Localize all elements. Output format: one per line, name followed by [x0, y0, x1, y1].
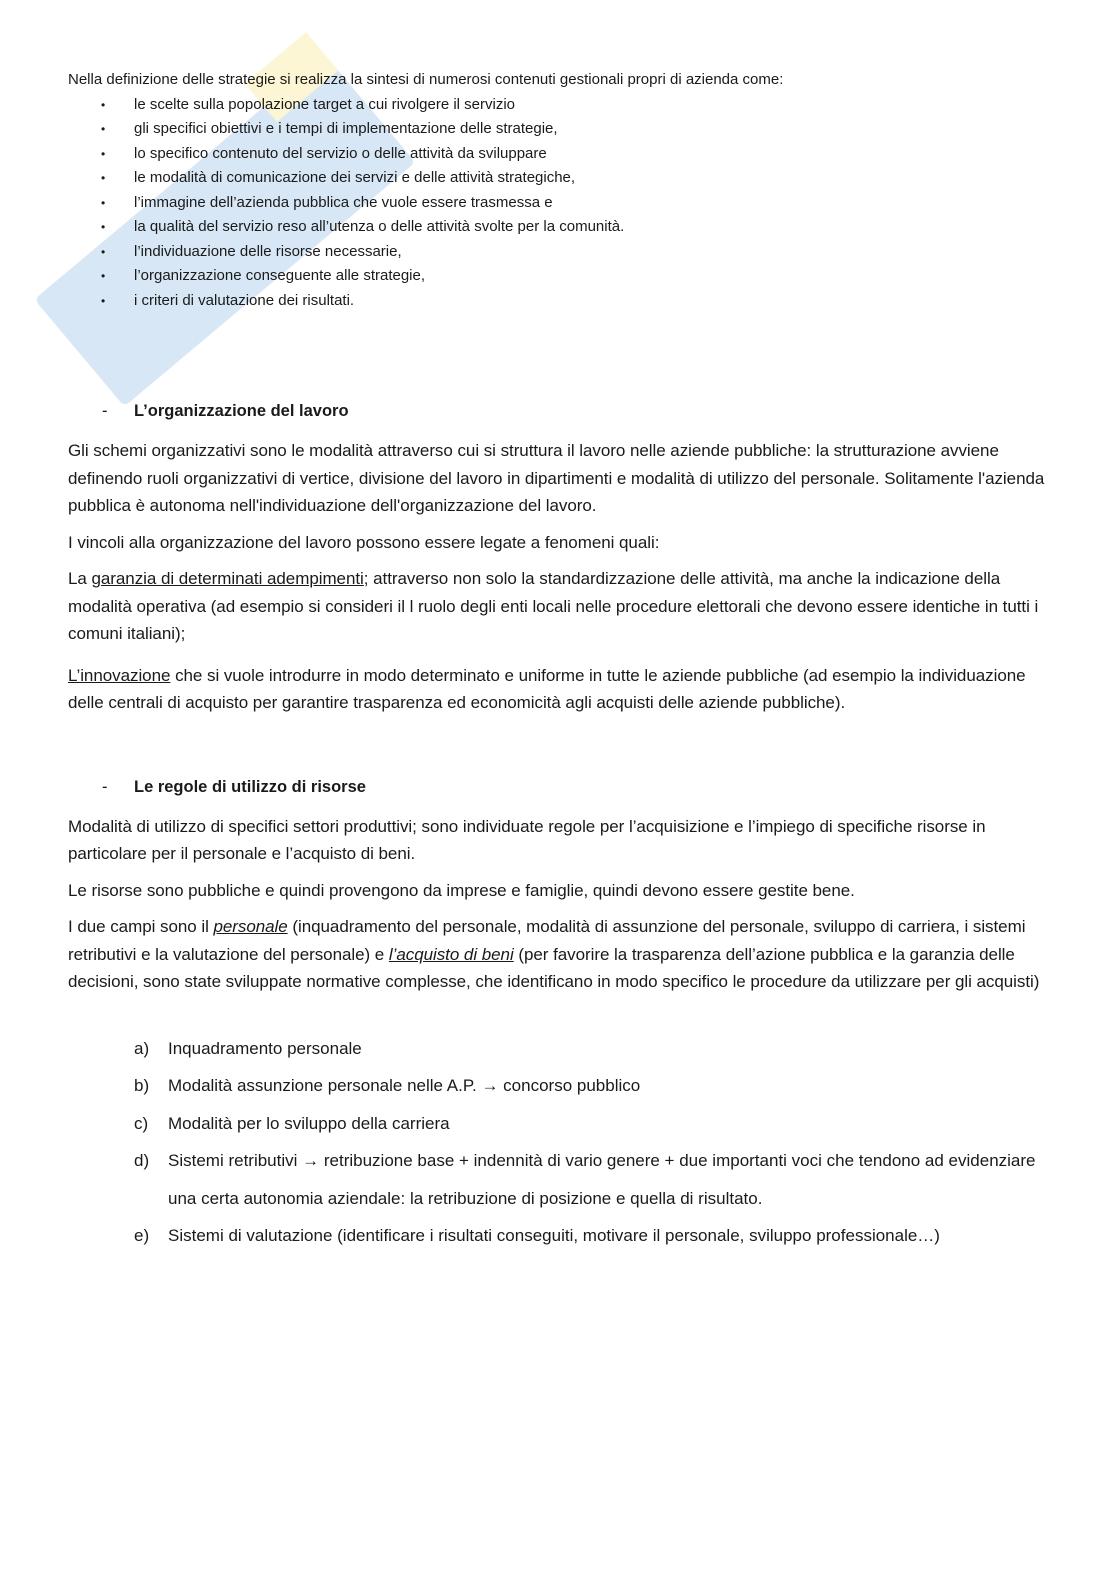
bullet-icon: • — [101, 122, 106, 136]
list-item: • l’organizzazione conseguente alle strategie, — [68, 264, 1048, 289]
hr-topics-list — [68, 1030, 1048, 1255]
list-item: • gli specifici obiettivi e i tempi di implementazione delle strategie, — [68, 117, 1048, 142]
section-heading-regole-risorse: - Le regole di utilizzo di risorse — [68, 775, 1048, 799]
underlined-term: L’innovazione — [68, 665, 171, 685]
list-item: d) Sistemi retributivi → retribuzione base + indennità di vario genere + due importanti voci che tendono ad evidenziare una certa autonomia aziendale: la retribuzione di posizione e quella di risultato. — [134, 1151, 1036, 1208]
list-item: • le scelte sulla popolazione target a cui rivolgere il servizio — [68, 93, 1048, 118]
paragraph: I vincoli alla organizzazione del lavoro possono essere legate a fenomeni quali: — [68, 532, 660, 552]
bullet-icon: • — [101, 293, 106, 308]
intro-text: Nella definizione delle strategie si realizza la sintesi di numerosi contenuti gestionali propri di azienda come: — [68, 71, 784, 88]
list-item: • lo specifico contenuto del servizio o delle attività da sviluppare — [68, 142, 1048, 167]
list-item: • l’individuazione delle risorse necessarie, — [68, 240, 1048, 265]
paragraph: L’innovazione che si vuole introdurre in modo determinato e uniforme in tutte le aziende pubbliche (ad esempio la individuazione delle centrali di acquisto per garantire trasparenza ed economicità agli acquisti delle aziende pubbliche). — [68, 665, 1026, 712]
paragraph: Le risorse sono pubbliche e quindi provengono da imprese e famiglie, quindi devono essere gestite bene. — [68, 880, 855, 900]
bullet-icon: • — [101, 244, 106, 259]
paragraph: I due campi sono il personale (inquadramento del personale, modalità di assunzione del personale, sviluppo di carriera, i sistemi retributivi e la valutazione del personale) e l’acquisto di beni (per favorire la trasparenza dell’azione pubblica e la garanzia delle decisioni, sono state sviluppate normative complesse, che identificano in modo specifico le procedure da utilizzare per gli acquisti) — [68, 917, 1040, 991]
list-item: • la qualità del servizio reso all’utenza o delle attività svolte per la comunità. — [68, 215, 1048, 240]
bullet-icon: • — [101, 146, 106, 161]
bullet-icon: • — [101, 220, 106, 234]
section-heading-organizzazione: - L’organizzazione del lavoro — [68, 399, 1048, 423]
underlined-term: l’acquisto di beni — [388, 944, 514, 964]
list-item: e) Sistemi di valutazione (identificare i risultati conseguiti, motivare il personale, sviluppo professionale…) — [134, 1226, 940, 1245]
underlined-term: garanzia di determinati adempimenti — [91, 569, 364, 588]
list-item: • i criteri di valutazione dei risultati. — [68, 289, 1048, 314]
document-content — [68, 68, 1048, 1255]
dash-marker: - — [102, 777, 108, 796]
list-item: b) Modalità assunzione personale nelle A.P. → concorso pubblico — [134, 1076, 641, 1095]
strategy-bullet-list — [68, 93, 1048, 314]
list-item: • l’immagine dell’azienda pubblica che vuole essere trasmessa e — [68, 191, 1048, 216]
bullet-icon: • — [101, 195, 106, 210]
dash-marker: - — [102, 402, 108, 420]
paragraph: Modalità di utilizzo di specifici settori produttivi; sono individuate regole per l’acquisizione e l’impiego di specifiche risorse in particolare per il personale e l’acquisto di beni. — [68, 816, 986, 863]
list-item: c) Modalità per lo sviluppo della carriera — [134, 1113, 450, 1133]
paragraph: La garanzia di determinati adempimenti; attraverso non solo la standardizzazione delle attività, ma anche la indicazione della modalità operativa (ad esempio si consideri il l ruolo degli enti locali nelle procedure elettorali che devono essere identiche in tutti i comuni italiani); — [68, 569, 1039, 643]
list-item: • le modalità di comunicazione dei servizi e delle attività strategiche, — [68, 166, 1048, 191]
bullet-icon: • — [101, 97, 106, 112]
paragraph: Gli schemi organizzativi sono le modalità attraverso cui si struttura il lavoro nelle aziende pubbliche: la strutturazione avviene definendo ruoli organizzativi di vertice, divisione del lavoro in dipartimenti e modalità di utilizzo del personale. Solitamente l'azienda pubblica è autonoma nell'individuazione dell'organizzazione del lavoro. — [68, 441, 1045, 515]
underlined-term: personale — [213, 917, 288, 936]
list-item: a) Inquadramento personale — [134, 1038, 362, 1058]
bullet-icon: • — [101, 269, 106, 283]
bullet-icon: • — [101, 171, 106, 185]
